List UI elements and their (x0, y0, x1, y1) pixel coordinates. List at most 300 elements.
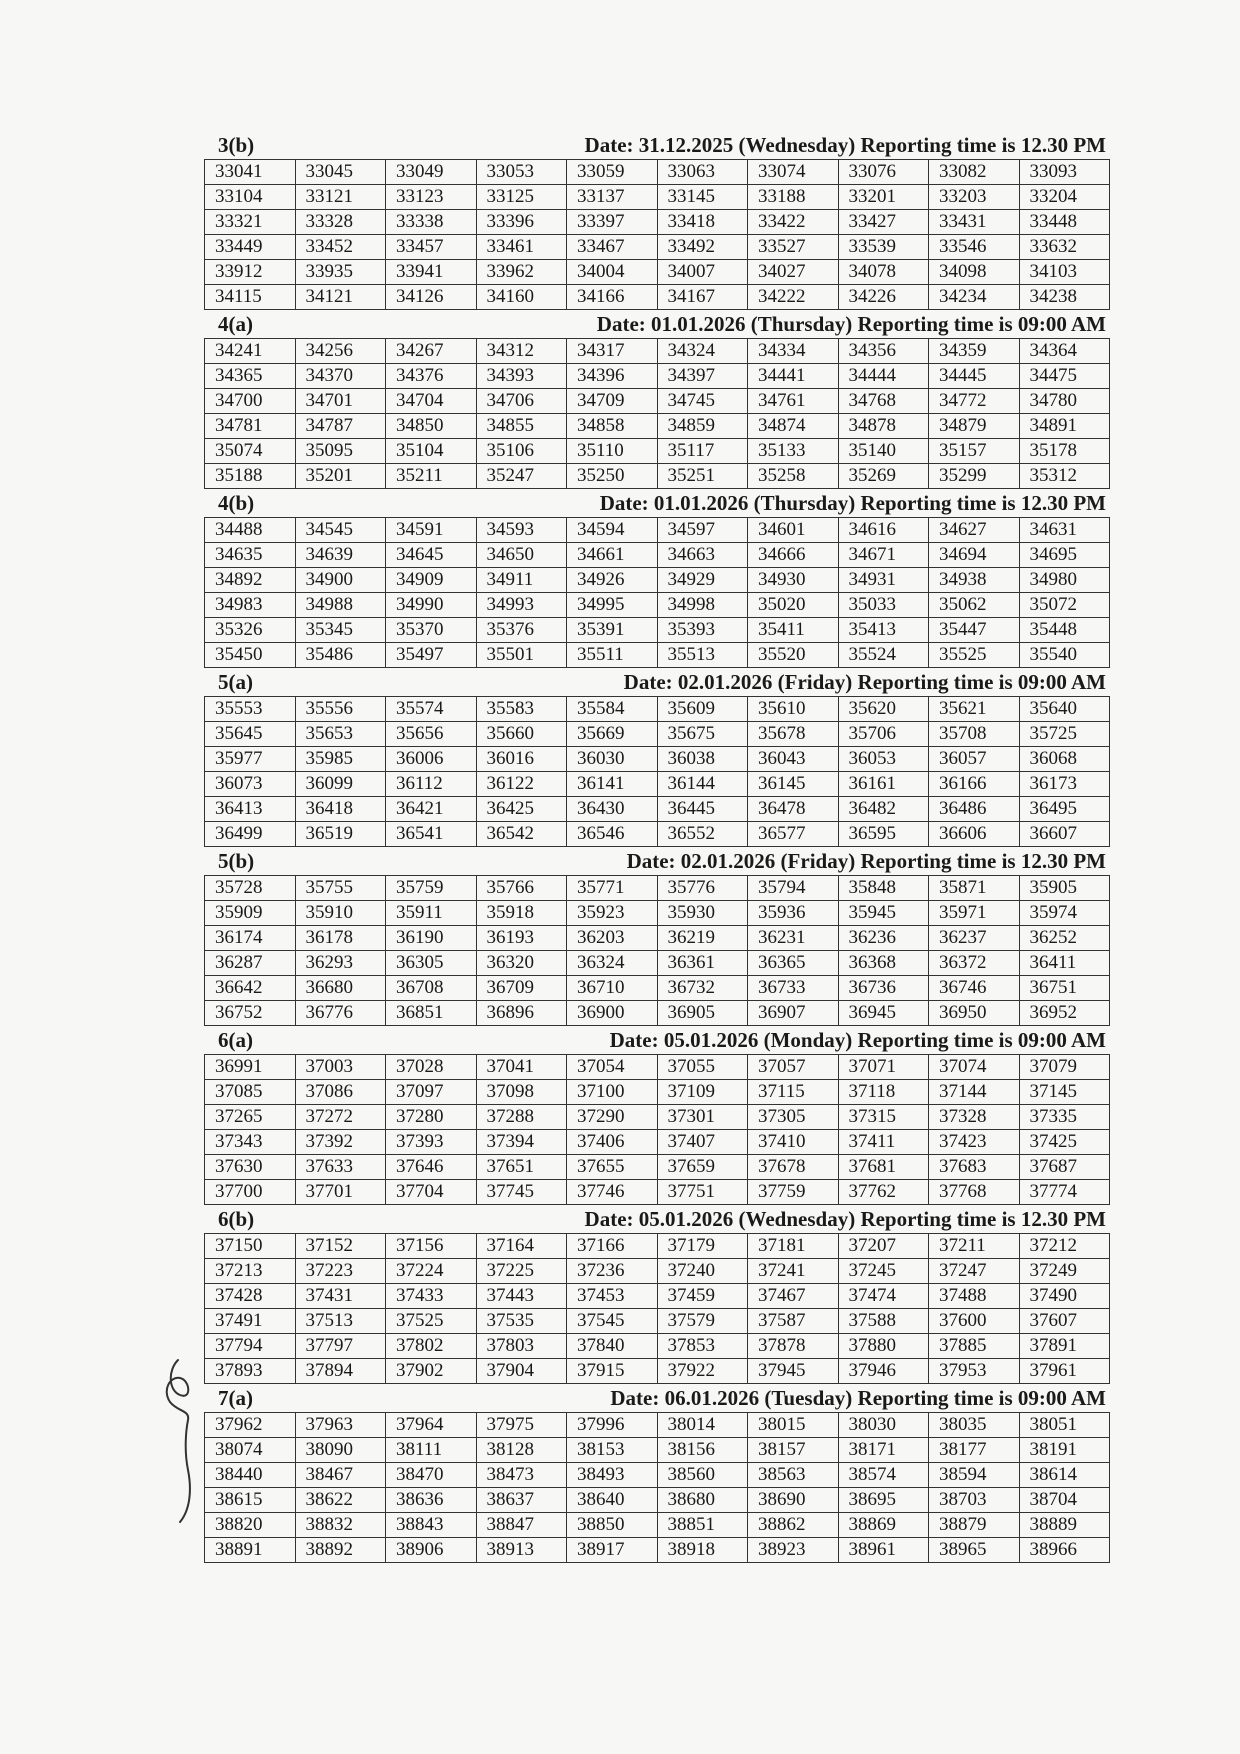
roll-number-cell: 35653 (295, 722, 386, 747)
roll-number-cell: 37213 (205, 1259, 296, 1284)
roll-number-cell: 37225 (476, 1259, 567, 1284)
roll-number-cell: 34874 (748, 414, 839, 439)
roll-number-cell: 36112 (386, 772, 477, 797)
roll-number-cell: 36607 (1019, 822, 1110, 847)
table-row (205, 747, 1110, 772)
table-row (205, 1334, 1110, 1359)
table-row (205, 593, 1110, 618)
roll-number-cell: 34858 (567, 414, 658, 439)
roll-number-cell: 38560 (657, 1463, 748, 1488)
roll-number-cell: 36411 (1019, 951, 1110, 976)
roll-number-cell: 36900 (567, 1001, 658, 1026)
roll-number-cell: 35776 (657, 876, 748, 901)
roll-number-cell: 37459 (657, 1284, 748, 1309)
roll-number-cell: 34601 (748, 518, 839, 543)
roll-number-cell: 33539 (838, 235, 929, 260)
table-row (205, 901, 1110, 926)
roll-number-cell: 34396 (567, 364, 658, 389)
roll-number-cell: 37074 (929, 1055, 1020, 1080)
roll-number-cell: 33427 (838, 210, 929, 235)
roll-number-cell: 34267 (386, 339, 477, 364)
roll-number-cell: 38965 (929, 1538, 1020, 1563)
table-row (205, 876, 1110, 901)
roll-number-cell: 36595 (838, 822, 929, 847)
roll-number-cell: 35766 (476, 876, 567, 901)
roll-number-cell: 34768 (838, 389, 929, 414)
roll-number-cell: 37410 (748, 1130, 839, 1155)
roll-number-cell: 34891 (1019, 414, 1110, 439)
table-row (205, 697, 1110, 722)
roll-number-cell: 35974 (1019, 901, 1110, 926)
roll-number-cell: 35497 (386, 643, 477, 668)
table-row (205, 1438, 1110, 1463)
roll-number-cell: 37762 (838, 1180, 929, 1205)
block-title: Date: 01.01.2026 (Thursday) Reporting time is 09:00 AM (596, 312, 1106, 336)
roll-number-cell: 38695 (838, 1488, 929, 1513)
roll-number-cell: 37922 (657, 1359, 748, 1384)
roll-number-cell: 36099 (295, 772, 386, 797)
roll-number-cell: 34780 (1019, 389, 1110, 414)
roll-number-cell: 37328 (929, 1105, 1020, 1130)
roll-number-cell: 35584 (567, 697, 658, 722)
roll-number-cell: 33082 (929, 160, 1020, 185)
roll-number-table (204, 1233, 1110, 1384)
roll-number-cell: 35971 (929, 901, 1020, 926)
roll-number-cell: 35525 (929, 643, 1020, 668)
block-id: 3(b) (218, 133, 255, 157)
roll-number-cell: 38563 (748, 1463, 839, 1488)
roll-number-cell: 35501 (476, 643, 567, 668)
roll-number-cell: 38923 (748, 1538, 839, 1563)
roll-number-cell: 34909 (386, 568, 477, 593)
roll-number-cell: 37683 (929, 1155, 1020, 1180)
roll-number-cell: 37098 (476, 1080, 567, 1105)
roll-number-cell: 35656 (386, 722, 477, 747)
roll-number-cell: 33123 (386, 185, 477, 210)
roll-number-cell: 36418 (295, 797, 386, 822)
table-row (205, 822, 1110, 847)
block-id: 7(a) (218, 1386, 253, 1410)
roll-number-cell: 37425 (1019, 1130, 1110, 1155)
roll-number-cell: 34238 (1019, 285, 1110, 310)
table-row (205, 926, 1110, 951)
block-title: Date: 02.01.2026 (Friday) Reporting time is 09:00 AM (623, 670, 1106, 694)
roll-number-cell: 35759 (386, 876, 477, 901)
table-row (205, 464, 1110, 489)
roll-number-cell: 37915 (567, 1359, 658, 1384)
roll-number-cell: 36495 (1019, 797, 1110, 822)
roll-number-cell: 36905 (657, 1001, 748, 1026)
roll-number-cell: 33461 (476, 235, 567, 260)
roll-number-cell: 36173 (1019, 772, 1110, 797)
roll-number-cell: 36445 (657, 797, 748, 822)
roll-number-cell: 36122 (476, 772, 567, 797)
roll-number-cell: 35583 (476, 697, 567, 722)
roll-number-cell: 37144 (929, 1080, 1020, 1105)
roll-number-cell: 34781 (205, 414, 296, 439)
roll-number-cell: 35095 (295, 439, 386, 464)
roll-number-cell: 37211 (929, 1234, 1020, 1259)
roll-number-cell: 37904 (476, 1359, 567, 1384)
roll-number-cell: 36252 (1019, 926, 1110, 951)
table-row (205, 235, 1110, 260)
roll-number-cell: 37315 (838, 1105, 929, 1130)
roll-number-cell: 34787 (295, 414, 386, 439)
roll-number-cell: 33492 (657, 235, 748, 260)
table-row (205, 1359, 1110, 1384)
block-title: Date: 05.01.2026 (Monday) Reporting time is 09:00 AM (609, 1028, 1106, 1052)
roll-number-cell: 33527 (748, 235, 839, 260)
roll-number-cell: 34998 (657, 593, 748, 618)
roll-number-cell: 34988 (295, 593, 386, 618)
roll-number-cell: 37525 (386, 1309, 477, 1334)
roll-number-cell: 35930 (657, 901, 748, 926)
table-row (205, 797, 1110, 822)
roll-number-cell: 33125 (476, 185, 567, 210)
roll-number-cell: 33328 (295, 210, 386, 235)
roll-number-cell: 35448 (1019, 618, 1110, 643)
roll-number-cell: 35211 (386, 464, 477, 489)
roll-number-cell: 35640 (1019, 697, 1110, 722)
block-header (204, 489, 1114, 517)
roll-number-cell: 34334 (748, 339, 839, 364)
roll-number-cell: 37423 (929, 1130, 1020, 1155)
roll-number-cell: 37288 (476, 1105, 567, 1130)
roll-number-cell: 37891 (1019, 1334, 1110, 1359)
roll-number-cell: 33452 (295, 235, 386, 260)
roll-number-cell: 37041 (476, 1055, 567, 1080)
roll-number-cell: 33053 (476, 160, 567, 185)
roll-number-cell: 34160 (476, 285, 567, 310)
roll-number-cell: 38493 (567, 1463, 658, 1488)
roll-number-cell: 38966 (1019, 1538, 1110, 1563)
roll-number-cell: 37853 (657, 1334, 748, 1359)
roll-number-cell: 37945 (748, 1359, 839, 1384)
roll-number-cell: 36430 (567, 797, 658, 822)
roll-number-cell: 38704 (1019, 1488, 1110, 1513)
roll-number-cell: 36552 (657, 822, 748, 847)
roll-number-cell: 35486 (295, 643, 386, 668)
roll-number-cell: 36320 (476, 951, 567, 976)
roll-number-cell: 35848 (838, 876, 929, 901)
roll-number-cell: 34397 (657, 364, 748, 389)
roll-number-cell: 35610 (748, 697, 839, 722)
roll-number-cell: 38843 (386, 1513, 477, 1538)
roll-number-cell: 38111 (386, 1438, 477, 1463)
roll-number-cell: 37245 (838, 1259, 929, 1284)
roll-number-cell: 38917 (567, 1538, 658, 1563)
roll-number-cell: 35513 (657, 643, 748, 668)
roll-number-cell: 35755 (295, 876, 386, 901)
roll-number-cell: 34226 (838, 285, 929, 310)
roll-number-cell: 36141 (567, 772, 658, 797)
roll-number-cell: 36709 (476, 976, 567, 1001)
roll-number-cell: 34859 (657, 414, 748, 439)
roll-number-cell: 38869 (838, 1513, 929, 1538)
roll-number-cell: 35923 (567, 901, 658, 926)
block-header (204, 847, 1114, 875)
roll-number-cell: 33448 (1019, 210, 1110, 235)
roll-number-cell: 33076 (838, 160, 929, 185)
roll-number-cell: 37085 (205, 1080, 296, 1105)
roll-number-cell: 34616 (838, 518, 929, 543)
roll-number-cell: 35945 (838, 901, 929, 926)
roll-number-table (204, 1412, 1110, 1563)
roll-number-cell: 36068 (1019, 747, 1110, 772)
roll-number-cell: 33321 (205, 210, 296, 235)
roll-number-cell: 35033 (838, 593, 929, 618)
roll-number-cell: 34370 (295, 364, 386, 389)
roll-number-cell: 37802 (386, 1334, 477, 1359)
roll-number-cell: 35620 (838, 697, 929, 722)
roll-number-cell: 38128 (476, 1438, 567, 1463)
roll-number-cell: 35918 (476, 901, 567, 926)
roll-number-cell: 38090 (295, 1438, 386, 1463)
roll-number-cell: 35393 (657, 618, 748, 643)
roll-number-cell: 34121 (295, 285, 386, 310)
roll-number-cell: 34879 (929, 414, 1020, 439)
roll-number-cell: 36642 (205, 976, 296, 1001)
table-row (205, 1259, 1110, 1284)
roll-number-cell: 37962 (205, 1413, 296, 1438)
roll-number-cell: 37579 (657, 1309, 748, 1334)
roll-number-cell: 35117 (657, 439, 748, 464)
roll-number-cell: 37588 (838, 1309, 929, 1334)
roll-number-cell: 35370 (386, 618, 477, 643)
roll-number-cell: 36372 (929, 951, 1020, 976)
roll-number-cell: 38889 (1019, 1513, 1110, 1538)
roll-number-cell: 36144 (657, 772, 748, 797)
roll-number-cell: 33632 (1019, 235, 1110, 260)
block-id: 4(a) (218, 312, 253, 336)
roll-number-cell: 38680 (657, 1488, 748, 1513)
roll-number-cell: 37086 (295, 1080, 386, 1105)
roll-number-cell: 38636 (386, 1488, 477, 1513)
block-title: Date: 02.01.2026 (Friday) Reporting time is 12.30 PM (626, 849, 1106, 873)
roll-number-cell: 34167 (657, 285, 748, 310)
roll-number-cell: 34115 (205, 285, 296, 310)
roll-number-cell: 34222 (748, 285, 839, 310)
roll-number-cell: 33467 (567, 235, 658, 260)
roll-number-cell: 37893 (205, 1359, 296, 1384)
roll-number-cell: 34007 (657, 260, 748, 285)
roll-number-cell: 34709 (567, 389, 658, 414)
roll-number-cell: 38862 (748, 1513, 839, 1538)
roll-number-cell: 38847 (476, 1513, 567, 1538)
roll-number-cell: 37152 (295, 1234, 386, 1259)
roll-number-cell: 34078 (838, 260, 929, 285)
roll-number-cell: 35450 (205, 643, 296, 668)
roll-number-cell: 34593 (476, 518, 567, 543)
roll-number-cell: 37212 (1019, 1234, 1110, 1259)
roll-number-cell: 37224 (386, 1259, 477, 1284)
schedule-block (204, 131, 1114, 310)
roll-number-cell: 35771 (567, 876, 658, 901)
roll-number-cell: 37885 (929, 1334, 1020, 1359)
block-header (204, 1205, 1114, 1233)
table-row (205, 160, 1110, 185)
roll-number-cell: 37701 (295, 1180, 386, 1205)
roll-number-cell: 37166 (567, 1234, 658, 1259)
roll-number-cell: 36751 (1019, 976, 1110, 1001)
roll-number-cell: 35909 (205, 901, 296, 926)
table-row (205, 1080, 1110, 1105)
roll-number-cell: 37630 (205, 1155, 296, 1180)
roll-number-cell: 38473 (476, 1463, 567, 1488)
roll-number-cell: 34650 (476, 543, 567, 568)
roll-number-cell: 35977 (205, 747, 296, 772)
schedule-block (204, 1205, 1114, 1384)
roll-number-cell: 34855 (476, 414, 567, 439)
roll-number-cell: 33074 (748, 160, 839, 185)
roll-number-cell: 37394 (476, 1130, 567, 1155)
roll-number-cell: 35936 (748, 901, 839, 926)
table-row (205, 1538, 1110, 1563)
roll-number-cell: 37961 (1019, 1359, 1110, 1384)
roll-number-cell: 34926 (567, 568, 658, 593)
block-title: Date: 05.01.2026 (Wednesday) Reporting time is 12.30 PM (584, 1207, 1106, 1231)
roll-number-cell: 37433 (386, 1284, 477, 1309)
table-row (205, 1284, 1110, 1309)
roll-number-cell: 35520 (748, 643, 839, 668)
roll-number-cell: 36057 (929, 747, 1020, 772)
table-row (205, 185, 1110, 210)
roll-number-cell: 36174 (205, 926, 296, 951)
document-sheet (204, 131, 1114, 1563)
roll-number-cell: 35201 (295, 464, 386, 489)
roll-number-cell: 36546 (567, 822, 658, 847)
roll-number-cell: 36293 (295, 951, 386, 976)
roll-number-cell: 33422 (748, 210, 839, 235)
roll-number-cell: 34980 (1019, 568, 1110, 593)
roll-number-cell: 35269 (838, 464, 929, 489)
roll-number-cell: 35447 (929, 618, 1020, 643)
block-title: Date: 01.01.2026 (Thursday) Reporting time is 12.30 PM (599, 491, 1106, 515)
schedule-block (204, 1384, 1114, 1563)
roll-number-cell: 34126 (386, 285, 477, 310)
roll-number-cell: 38892 (295, 1538, 386, 1563)
roll-number-cell: 33063 (657, 160, 748, 185)
roll-number-cell: 34356 (838, 339, 929, 364)
roll-number-cell: 37746 (567, 1180, 658, 1205)
table-row (205, 643, 1110, 668)
roll-number-cell: 35258 (748, 464, 839, 489)
roll-number-cell: 38690 (748, 1488, 839, 1513)
roll-number-cell: 33912 (205, 260, 296, 285)
roll-number-cell: 37751 (657, 1180, 748, 1205)
roll-number-cell: 34929 (657, 568, 748, 593)
roll-number-cell: 37156 (386, 1234, 477, 1259)
roll-number-table (204, 338, 1110, 489)
roll-number-cell: 37587 (748, 1309, 839, 1334)
block-header (204, 1026, 1114, 1054)
roll-number-cell: 34983 (205, 593, 296, 618)
roll-number-cell: 37774 (1019, 1180, 1110, 1205)
roll-number-cell: 35133 (748, 439, 839, 464)
roll-number-cell: 36952 (1019, 1001, 1110, 1026)
roll-number-cell: 37118 (838, 1080, 929, 1105)
roll-number-cell: 37290 (567, 1105, 658, 1130)
roll-number-cell: 34631 (1019, 518, 1110, 543)
roll-number-cell: 34878 (838, 414, 929, 439)
table-row (205, 260, 1110, 285)
table-row (205, 976, 1110, 1001)
roll-number-cell: 33188 (748, 185, 839, 210)
roll-number-cell: 35985 (295, 747, 386, 772)
roll-number-cell: 35675 (657, 722, 748, 747)
roll-number-cell: 36073 (205, 772, 296, 797)
roll-number-cell: 35250 (567, 464, 658, 489)
table-row (205, 210, 1110, 235)
roll-number-cell: 34666 (748, 543, 839, 568)
roll-number-cell: 36542 (476, 822, 567, 847)
roll-number-cell: 36486 (929, 797, 1020, 822)
table-row (205, 1513, 1110, 1538)
roll-number-cell: 37392 (295, 1130, 386, 1155)
roll-number-cell: 34393 (476, 364, 567, 389)
roll-number-cell: 36190 (386, 926, 477, 951)
roll-number-cell: 38157 (748, 1438, 839, 1463)
roll-number-cell: 36478 (748, 797, 839, 822)
roll-number-table (204, 696, 1110, 847)
roll-number-cell: 36203 (567, 926, 658, 951)
roll-number-cell: 36425 (476, 797, 567, 822)
roll-number-cell: 38918 (657, 1538, 748, 1563)
roll-number-cell: 34475 (1019, 364, 1110, 389)
table-row (205, 1234, 1110, 1259)
roll-number-cell: 34938 (929, 568, 1020, 593)
roll-number-cell: 37607 (1019, 1309, 1110, 1334)
schedule-block (204, 847, 1114, 1026)
roll-number-cell: 34488 (205, 518, 296, 543)
roll-number-cell: 37646 (386, 1155, 477, 1180)
roll-number-cell: 38051 (1019, 1413, 1110, 1438)
roll-number-cell: 36680 (295, 976, 386, 1001)
roll-number-cell: 37431 (295, 1284, 386, 1309)
roll-number-cell: 35062 (929, 593, 1020, 618)
roll-number-cell: 34661 (567, 543, 658, 568)
roll-number-cell: 37964 (386, 1413, 477, 1438)
roll-number-cell: 35140 (838, 439, 929, 464)
roll-number-cell: 36733 (748, 976, 839, 1001)
roll-number-cell: 37745 (476, 1180, 567, 1205)
roll-number-cell: 34324 (657, 339, 748, 364)
roll-number-cell: 34663 (657, 543, 748, 568)
table-row (205, 568, 1110, 593)
roll-number-cell: 34312 (476, 339, 567, 364)
roll-number-cell: 34364 (1019, 339, 1110, 364)
roll-number-cell: 38879 (929, 1513, 1020, 1538)
roll-number-cell: 37687 (1019, 1155, 1110, 1180)
roll-number-cell: 37491 (205, 1309, 296, 1334)
roll-number-cell: 33201 (838, 185, 929, 210)
table-row (205, 951, 1110, 976)
block-title: Date: 31.12.2025 (Wednesday) Reporting time is 12.30 PM (584, 133, 1106, 157)
roll-number-cell: 37946 (838, 1359, 929, 1384)
roll-number-cell: 37759 (748, 1180, 839, 1205)
roll-number-cell: 34241 (205, 339, 296, 364)
roll-number-cell: 33137 (567, 185, 658, 210)
roll-number-cell: 36236 (838, 926, 929, 951)
table-row (205, 339, 1110, 364)
roll-number-cell: 34761 (748, 389, 839, 414)
roll-number-cell: 36945 (838, 1001, 929, 1026)
roll-number-cell: 36368 (838, 951, 929, 976)
roll-number-cell: 34445 (929, 364, 1020, 389)
roll-number-cell: 34892 (205, 568, 296, 593)
table-row (205, 1463, 1110, 1488)
roll-number-cell: 38153 (567, 1438, 658, 1463)
